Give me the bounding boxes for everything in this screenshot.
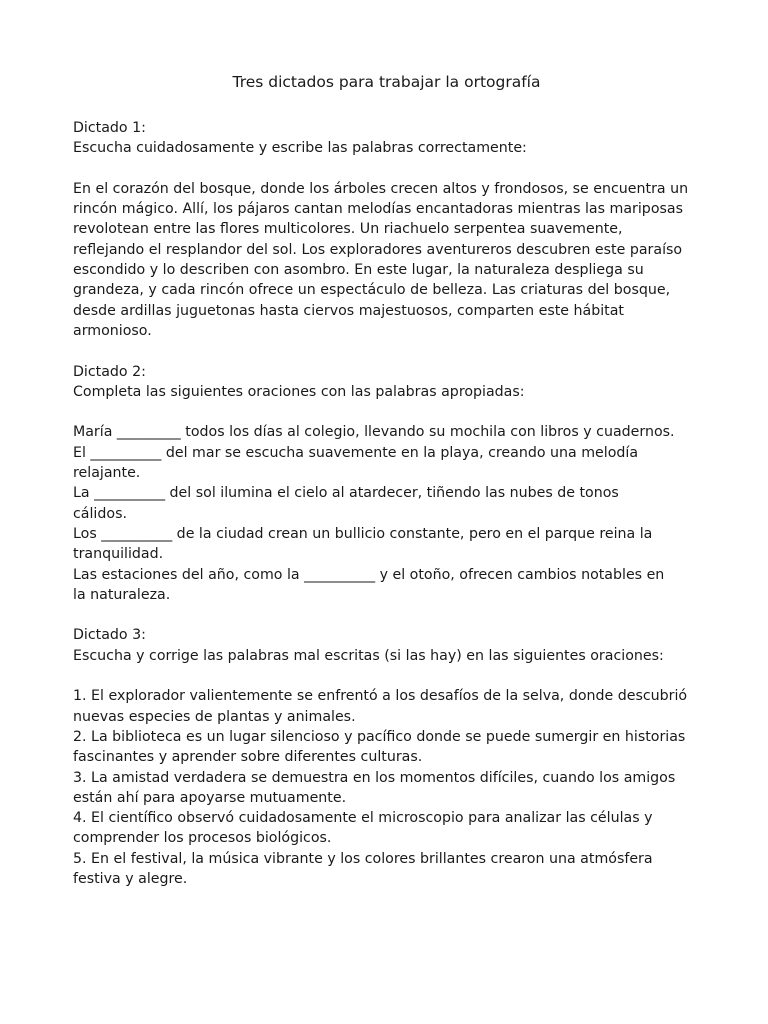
dictado-1-text-line: reflejando el resplandor del sol. Los exploradores aventureros descubren este paraíso — [73, 241, 683, 258]
spacer — [73, 159, 700, 179]
dictado-2-sentence-line: tranquilidad. — [73, 546, 164, 563]
dictado-2-section — [73, 362, 700, 606]
dictado-2-heading: Dictado 2: — [73, 363, 146, 380]
dictado-3-heading: Dictado 3: — [73, 627, 146, 644]
dictado-3-sentence-line: fascinantes y aprender sobre diferentes culturas. — [73, 749, 423, 766]
dictado-3-instruction: Escucha y corrige las palabras mal escritas (si las hay) en las siguientes oraciones: — [73, 647, 664, 664]
dictado-1-section — [73, 118, 700, 341]
dictado-1-text-line: rincón mágico. Allí, los pájaros cantan melodías encantadoras mientras las mariposas — [73, 201, 683, 218]
spacer — [73, 402, 700, 422]
dictado-2-sentence-line: El __________ del mar se escucha suavemente en la playa, creando una melodía — [73, 444, 639, 461]
dictado-1-text-line: grandeza, y cada rincón ofrece un espectáculo de belleza. Las criaturas del bosque, — [73, 282, 671, 299]
dictado-3-sentence-line: 5. En el festival, la música vibrante y los colores brillantes crearon una atmósfera — [73, 850, 653, 867]
dictado-1-text-line: desde ardillas juguetonas hasta ciervos majestuosos, comparten este hábitat — [73, 302, 624, 319]
dictado-1-text-line: armonioso. — [73, 322, 152, 339]
dictado-3-section — [73, 625, 700, 889]
spacer — [73, 341, 700, 361]
dictado-2-instruction: Completa las siguientes oraciones con las palabras apropiadas: — [73, 383, 525, 400]
dictado-3-sentence-line: festiva y alegre. — [73, 870, 188, 887]
dictado-1-text-line: escondido y lo describen con asombro. En este lugar, la naturaleza despliega su — [73, 262, 644, 279]
dictado-2-sentence-line: La __________ del sol ilumina el cielo al atardecer, tiñendo las nubes de tonos — [73, 485, 619, 502]
dictado-1-instruction: Escucha cuidadosamente y escribe las palabras correctamente: — [73, 140, 527, 157]
spacer — [73, 605, 700, 625]
dictado-3-sentence-line: comprender los procesos biológicos. — [73, 830, 332, 847]
dictado-3-sentence-line: nuevas especies de plantas y animales. — [73, 708, 356, 725]
dictado-3-sentence-line: 2. La biblioteca es un lugar silencioso y pacífico donde se puede sumergir en historias — [73, 728, 686, 745]
dictado-3-sentence-line: están ahí para apoyarse mutuamente. — [73, 789, 347, 806]
dictado-3-sentence-line: 4. El científico observó cuidadosamente el microscopio para analizar las células y — [73, 810, 653, 827]
dictado-2-sentence-line: la naturaleza. — [73, 586, 171, 603]
dictado-1-text-line: revolotean entre las flores multicolores. Un riachuelo serpentea suavemente, — [73, 221, 623, 238]
spacer — [73, 666, 700, 686]
dictado-2-sentence-line: relajante. — [73, 465, 141, 482]
dictado-2-sentence-line: Los __________ de la ciudad crean un bullicio constante, pero en el parque reina la — [73, 525, 653, 542]
dictado-2-sentence-line: Las estaciones del año, como la __________ y el otoño, ofrecen cambios notables en — [73, 566, 665, 583]
dictado-1-text-line: En el corazón del bosque, donde los árboles crecen altos y frondosos, se encuentra un — [73, 180, 689, 197]
dictado-1-heading: Dictado 1: — [73, 120, 146, 136]
document-title: Tres dictados para trabajar la ortografía — [232, 73, 541, 91]
dictado-3-sentence-line: 1. El explorador valientemente se enfrentó a los desafíos de la selva, donde descubrió — [73, 688, 688, 705]
dictado-3-sentence-line: 3. La amistad verdadera se demuestra en los momentos difíciles, cuando los amigos — [73, 769, 676, 786]
dictado-2-sentence-line: María _________ todos los días al colegio, llevando su mochila con libros y cuadernos. — [73, 424, 675, 441]
dictado-2-sentence-line: cálidos. — [73, 505, 127, 522]
